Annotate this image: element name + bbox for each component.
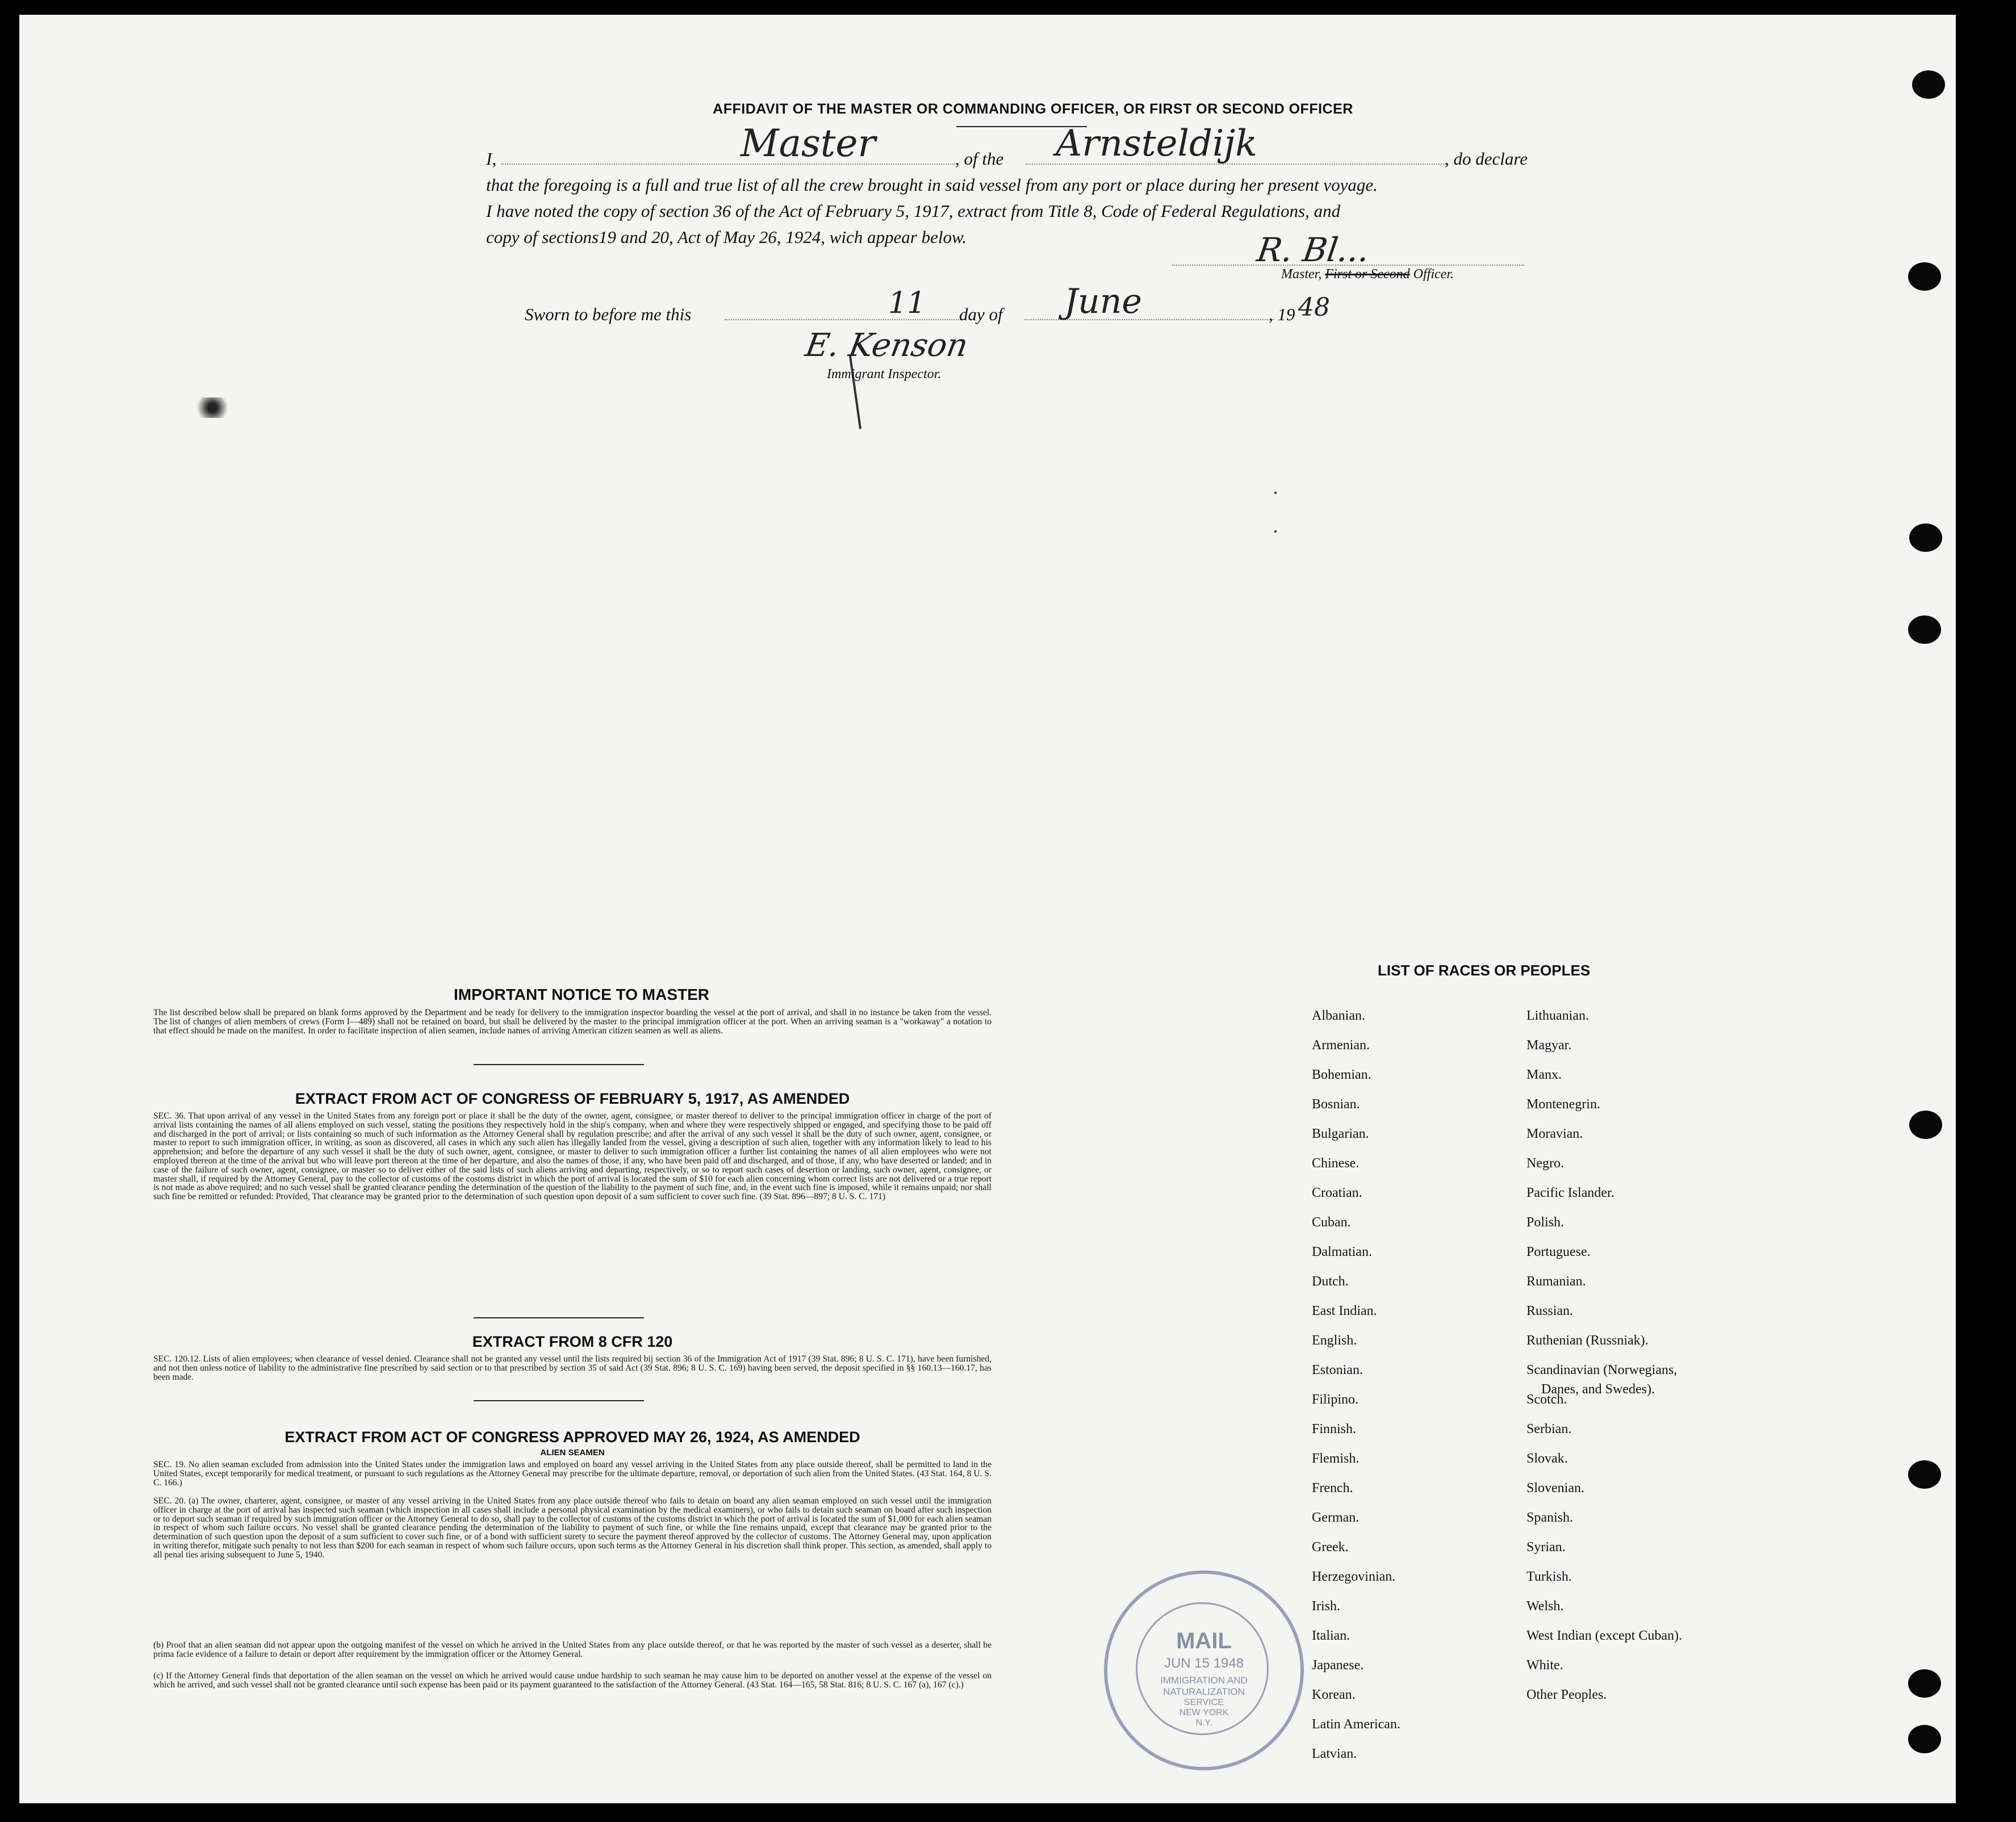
extract-1924-title: EXTRACT FROM ACT OF CONGRESS APPROVED MAY 26, 1924, AS AMENDED (285, 1429, 860, 1446)
stamp-line-6: NEW YORK (1179, 1708, 1229, 1718)
officer-label: Officer. (1413, 267, 1454, 282)
stamp-line-3: IMMIGRATION AND (1160, 1675, 1248, 1686)
race-item: Rumanian. (1526, 1274, 1586, 1289)
year-handwritten: 48 (1298, 293, 1330, 322)
month-dotline (1024, 319, 1274, 320)
of-the-label: , of the (955, 149, 1004, 169)
race-item: Irish. (1312, 1599, 1340, 1614)
year-prefix: , 19 (1269, 304, 1295, 324)
extract-cfr-title: EXTRACT FROM 8 CFR 120 (472, 1333, 673, 1350)
master-label: Master, (1281, 267, 1322, 282)
dot-column-mark (1274, 530, 1277, 533)
extract-1917-title: EXTRACT FROM ACT OF CONGRESS OF FEBRUARY 5, 1917, AS AMENDED (295, 1090, 850, 1107)
race-item: Scotch. (1526, 1392, 1567, 1407)
notice-title: IMPORTANT NOTICE TO MASTER (453, 986, 710, 1003)
race-item: Danes, and Swedes). (1541, 1382, 1655, 1397)
race-item: Portuguese. (1526, 1245, 1591, 1259)
master-signature: R. Bl... (1254, 231, 1372, 269)
stamp-line-7: N.Y. (1195, 1718, 1212, 1728)
inspector-label: Immigrant Inspector. (827, 367, 942, 382)
stamp-line-4: NATURALIZATION (1163, 1686, 1245, 1697)
race-item: Other Peoples. (1526, 1687, 1607, 1702)
race-item: West Indian (except Cuban). (1526, 1628, 1682, 1643)
alien-seamen-subtitle: ALIEN SEAMEN (540, 1448, 605, 1457)
race-item: Polish. (1526, 1215, 1565, 1230)
affidavit-line-4: copy of sections19 and 20, Act of May 26, 1924, wich appear below. (486, 227, 967, 247)
race-item: Filipino. (1312, 1392, 1359, 1407)
race-item: Flemish. (1312, 1451, 1360, 1466)
race-item: Finnish. (1312, 1422, 1357, 1436)
race-item: Pacific Islander. (1526, 1186, 1615, 1200)
race-item: Syrian. (1526, 1540, 1566, 1555)
race-item: Latvian. (1312, 1746, 1357, 1761)
binder-hole (1908, 1460, 1941, 1489)
race-item: Magyar. (1526, 1038, 1572, 1053)
race-item: Bosnian. (1312, 1097, 1360, 1112)
race-item: Scandinavian (Norwegians, (1526, 1363, 1678, 1377)
race-item: Moravian. (1526, 1126, 1583, 1141)
race-item: Korean. (1312, 1687, 1356, 1702)
divider-2 (474, 1317, 644, 1318)
race-item: Spanish. (1526, 1510, 1574, 1525)
race-item: Manx. (1526, 1067, 1562, 1082)
ink-smudge (193, 397, 232, 418)
divider-3 (474, 1400, 644, 1401)
race-item: Dutch. (1312, 1274, 1349, 1289)
race-item: French. (1312, 1481, 1353, 1496)
race-item: Herzegovinian. (1312, 1569, 1396, 1584)
race-item: Bulgarian. (1312, 1126, 1369, 1141)
race-item: Croatian. (1312, 1186, 1362, 1200)
binder-hole (1908, 262, 1941, 291)
i-dotline (501, 164, 955, 165)
race-item: Negro. (1526, 1156, 1564, 1171)
race-item: Welsh. (1526, 1599, 1564, 1614)
race-item: Latin American. (1312, 1717, 1400, 1732)
document-sheet (19, 15, 1956, 1803)
extract-1917-body: SEC. 36. That upon arrival of any vessel in the United States from any foreign port or place it shall be the duty of the owner, agent, consignee, or master thereof to deliver to the principal immigration officer in charge of the port of arrival lists containing the names of all aliens employed on such vessel, stating the positions they respectively hold in the ship's company, when and where they were respectively shipped or engaged, and specifying those to be paid off and discharged in the port of arrival; or lists containing so much of such information as the Attorney General shall by regulation prescribe; and after the arrival of any such vessel it shall be the duty of such owner, agent, consignee, or master to report to such immigration officer, in writing, as soon as discovered, all cases in which any such alien has illegally landed from the vessel, giving a description of such alien, together with any information likely to lead to his apprehension; and before the departure of any such vessel it shall be the duty of such owner, agent, consignee, or master to deliver to such immigration officer a further list containing the names of all alien employees who were not employed thereon at the time of the arrival but who will leave port thereon at the time of her departure, and also the names of those, if any, who have been paid off and discharged, and of those, if any, who have deserted or landed; and in case of the failure of such owner, agent, consignee, or master so to deliver either of the said lists of such aliens arriving and departing, respectively, or so to report such cases of desertion or landing, such owner, agent, consignee, or master shall, if required by the Attorney General, pay to the collector of customs of the costoms district in which the port of arrival is located the sum of $10 for each alien concerning whom correct lists are not delivered or a true report is not made as above required; and no such vessel shall be granted clearance pending the determination of the question of the liability to the payment of such fine, and, in the event such fine is imposed, while it remains unpaid; nor shall such fine be remitted or refunded: Provided, That clearance may be granted prior to the determination of such question upon deposit of a sum sufficient to cover such fine. (39 Stat. 896—897; 8 U. S. C. 171) (153, 1111, 992, 1202)
binder-hole (1908, 1725, 1941, 1753)
i-label: I, (486, 149, 497, 169)
day-handwritten: 11 (888, 286, 926, 320)
struck-officer-label: First or Second (1325, 267, 1410, 282)
race-item: Serbian. (1526, 1422, 1572, 1436)
day-of-label: day of (959, 304, 1003, 324)
race-item: Ruthenian (Russniak). (1526, 1333, 1649, 1348)
binder-hole (1909, 523, 1942, 552)
divider-1 (474, 1064, 644, 1065)
race-item: Japanese. (1312, 1658, 1364, 1673)
race-item: Bohemian. (1312, 1067, 1371, 1082)
race-item: Lithuanian. (1526, 1008, 1589, 1023)
race-item: Chinese. (1312, 1156, 1360, 1171)
affidavit-title: AFFIDAVIT OF THE MASTER OR COMMANDING OFFICER, OR FIRST OR SECOND OFFICER (713, 101, 1353, 117)
race-item: White. (1526, 1658, 1563, 1673)
immigration-mail-stamp (1104, 1570, 1304, 1770)
race-item: Armenian. (1312, 1038, 1370, 1053)
race-item: Turkish. (1526, 1569, 1572, 1584)
affidavit-line-3: I have noted the copy of section 36 of the Act of February 5, 1917, extract from Title 8, Code of Federal Regulations, and (486, 201, 1341, 221)
binder-hole (1908, 1669, 1941, 1698)
vessel-name-handwritten: Arnsteldijk (1056, 123, 1257, 165)
race-item: Dalmatian. (1312, 1245, 1372, 1259)
binder-hole (1912, 70, 1945, 99)
sec-20a-body: SEC. 20. (a) The owner, charterer, agent, consignee, or master of any vessel arriving in the United States from any place outside thereof who fails to detain on board any alien seaman employed on such vessel until the immigration officer in charge at the port of arrival has inspected such seaman (which inspection in all cases shall include a personal physical examination by the medical examiners), or who fails to detain such seaman on board after such inspection or to deport such seaman if required by such immigration officer or the Attorney General to do so, shall pay to the collector of customs of the customs district in which the port of arrival is located the sum of $1,000 for each alien seaman in respect of whom such failure occurs. No vessel shall be granted clearance pending the determination of the liability to payment of such fine, or while the fine remains unpaid, except that clearance may be granted prior to the determination of such question upon the deposit of a sum sufficient to cover such fine, or of a bond with sufficient surety to secure the payment thereof approved by the collector of customs. The Attorney General may, upon application in writing therefor, mitigate such penalty to not less than $200 for each seaman in respect of whom such failure occurs, upon such terms as the Attorney General in his discretion shall think proper. This section, as amended, shall apply to all penal ties arising subsequent to June 5, 1940. (153, 1496, 992, 1560)
sec-20c-body: (c) If the Attorney General finds that deportation of the alien seaman on the vessel on which he arrived would cause undue hardship to such seaman he may cause him to be deported on another vessel at the expense of the vessel on which he arrived, and such vessel shall not be granted clearance until such expense has been paid or its payment guaranteed to the satisfaction of the Attorney General. (43 Stat. 164—165, 58 Stat. 816; 8 U. S. C. 167 (a), 167 (c).) (153, 1671, 992, 1690)
extract-cfr-body: SEC. 120.12. Lists of alien employees; when clearance of vessel denied. Clearance shall not be granted any vessel until the lists required bij section 36 of the Immigration Act of 1917 (39 Stat. 896; 8 U. S. C. 171), have been furnished, and not then unless notice of liability to the administrative fine prescribed by said section or to that prescribed by section 35 of said Act (39 Stat. 896; 8 U. S. C. 169) having been served, the deposit specified in §§ 160.13—160.17, has been made. (153, 1354, 992, 1382)
rank-handwritten: Master (741, 122, 876, 165)
race-item: English. (1312, 1333, 1357, 1348)
race-item: Albanian. (1312, 1008, 1365, 1023)
notice-body: The list described below shall be prepared on blank forms approved by the Department and be ready for delivery to the immigration inspector boarding the vessel at the port of arrival, and shall in no instance be taken from the vessel. The list of changes of alien members of crews (Form I—489) shall not be retained on board, but shall be delivered by the master to the principal immigration officer at the port. When an arriving seaman is a "workaway" a notation to that effect should be made on the manifest. In order to facilitate inspection of alien seamen, include names of arriving American citizen seamen as well as aliens. (153, 1008, 992, 1036)
stamp-mail: MAIL (1176, 1628, 1232, 1653)
race-item: Slovak. (1526, 1451, 1568, 1466)
race-item: Greek. (1312, 1540, 1349, 1555)
race-item: Italian. (1312, 1628, 1350, 1643)
dot-column-mark (1274, 492, 1277, 494)
stamp-line-5: SERVICE (1184, 1698, 1224, 1707)
affidavit-line-2: that the foregoing is a full and true list of all the crew brought in said vessel from any port or place during her present voyage. (486, 175, 1378, 195)
race-item: Cuban. (1312, 1215, 1351, 1230)
binder-hole (1909, 1111, 1942, 1139)
sec-19-body: SEC. 19. No alien seaman excluded from admission into the United States under the immigration laws and employed on board any vessel arriving in the United States from any place outside thereof, shall be permitted to land in the United States, except temporarily for medical treatment, or pursuant to such regulations as the Attorney General may prescribe for the ultimate departure, removal, or deportation of such alien from the United States. (43 Stat. 164, 8 U. S. C. 166.) (153, 1460, 992, 1488)
race-item: Slovenian. (1526, 1481, 1584, 1496)
sec-20b-body: (b) Proof that an alien seaman did not appear upon the outgoing manifest of the vessel on which he arrived in the United States from any place outside thereof, or that he was reported by the master of such vessel as a deserter, shall be prima facie evidence of a failure to detain or deport after requirement by the immigration officer or the Attorney General. (153, 1640, 992, 1659)
race-item: Montenegrin. (1526, 1097, 1600, 1112)
race-item: German. (1312, 1510, 1360, 1525)
race-item: East Indian. (1312, 1304, 1377, 1318)
day-dotline (725, 319, 963, 320)
race-item: Estonian. (1312, 1363, 1363, 1377)
race-item: Russian. (1526, 1304, 1574, 1318)
stamp-date: JUN 15 1948 (1164, 1656, 1244, 1671)
inspector-signature: E. Kenson (802, 327, 971, 364)
races-title: LIST OF RACES OR PEOPLES (1378, 962, 1591, 979)
binder-hole (1908, 615, 1941, 644)
do-declare-label: , do declare (1445, 149, 1528, 169)
month-handwritten: June (1064, 282, 1142, 321)
sworn-label: Sworn to before me this (525, 304, 692, 324)
master-officer-caption (1281, 267, 1454, 282)
